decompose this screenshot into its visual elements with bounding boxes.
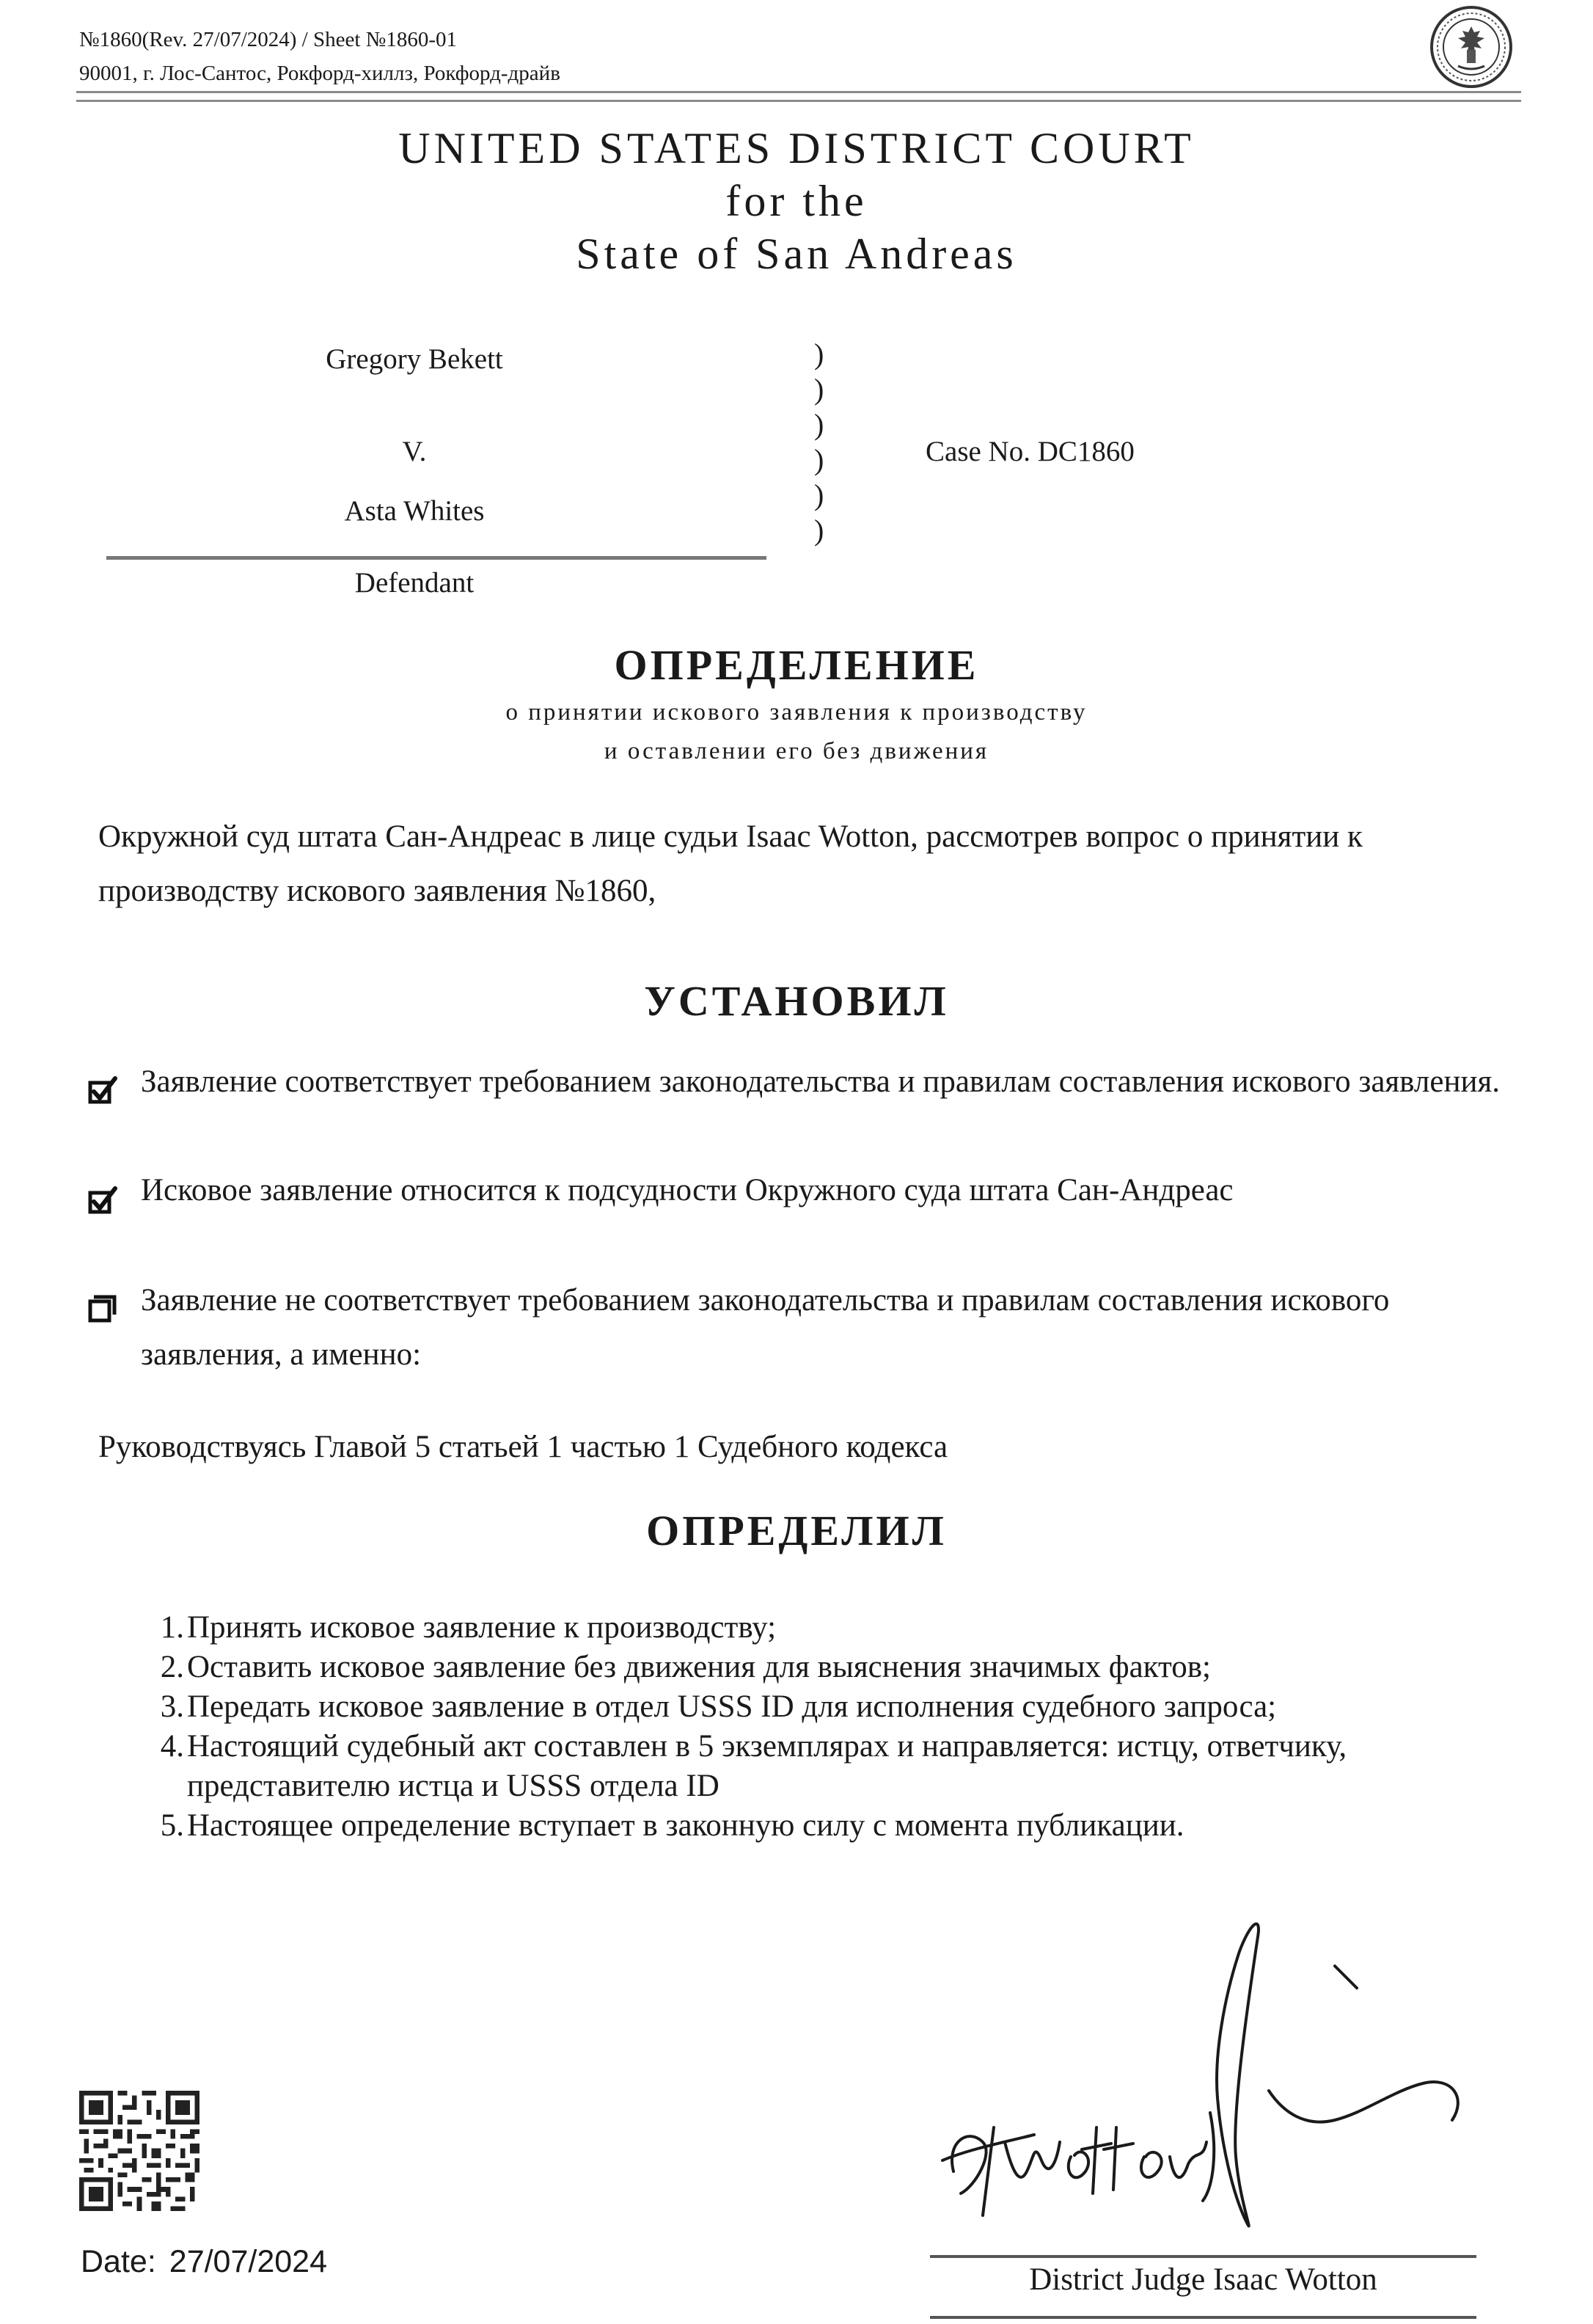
list-item-number: 2. bbox=[160, 1650, 184, 1684]
qr-code-icon bbox=[79, 2091, 199, 2211]
decided-title: ОПРЕДЕЛИЛ bbox=[646, 1507, 947, 1554]
list-item-number: 4. bbox=[160, 1729, 184, 1764]
list-item bbox=[136, 1608, 1515, 1648]
list-item-number: 1. bbox=[160, 1610, 184, 1645]
defendant-name: Asta Whites bbox=[344, 495, 485, 527]
defendant-label: Defendant bbox=[354, 567, 475, 599]
list-item bbox=[136, 1727, 1515, 1806]
established-item-1: Заявление соответствует требованием законодательства и правилам составления искового заявления. bbox=[141, 1064, 1501, 1099]
list-item-text: Настоящее определение вступает в законную силу с момента публикации. bbox=[187, 1808, 1184, 1843]
list-item-text: Принять исковое заявление к производству; bbox=[187, 1610, 777, 1645]
established-item-2: Исковое заявление относится к подсудности Окружного суда штата Сан-Андреас bbox=[141, 1173, 1234, 1207]
header-rule bbox=[76, 100, 1521, 102]
court-seal-icon bbox=[1429, 4, 1514, 89]
form-number: №1860(Rev. 27/07/2024) / Sheet №1860-01 bbox=[79, 28, 457, 51]
established-item-3: Заявление не соответствует требованием законодательства и правилам составления искового заявления, а именно: bbox=[141, 1283, 1390, 1372]
signature-rule bbox=[930, 2255, 1476, 2258]
caption-paren: ) bbox=[814, 337, 824, 370]
judge-signature bbox=[924, 1907, 1511, 2245]
caption-paren: ) bbox=[814, 478, 824, 511]
date-value: 27/07/2024 bbox=[169, 2244, 327, 2279]
caption-paren: ) bbox=[814, 514, 824, 547]
caption-paren: ) bbox=[814, 408, 824, 441]
court-name: UNITED STATES DISTRICT COURT bbox=[398, 124, 1195, 172]
established-title: УСТАНОВИЛ bbox=[644, 977, 949, 1025]
decided-list bbox=[136, 1608, 1515, 1846]
caption-paren: ) bbox=[814, 373, 824, 406]
list-item-text: Передать исковое заявление в отдел USSS ID для исполнения судебного запроса; bbox=[187, 1689, 1277, 1724]
ruling-subtitle-2: и оставлении его без движения bbox=[604, 738, 989, 764]
list-item-number: 3. bbox=[160, 1689, 184, 1724]
signature-text: Wotton bbox=[924, 1907, 926, 1908]
signature-rule bbox=[930, 2316, 1476, 2319]
versus-label: V. bbox=[402, 436, 427, 467]
list-item bbox=[136, 1687, 1515, 1727]
checked-box-icon bbox=[88, 1075, 117, 1105]
caption-rule bbox=[106, 556, 766, 560]
date-label: Date: bbox=[81, 2244, 156, 2279]
checked-box-icon bbox=[88, 1185, 117, 1215]
date-line bbox=[81, 2246, 327, 2278]
list-item-text: Оставить исковое заявление без движения для выяснения значимых фактов; bbox=[187, 1650, 1211, 1684]
intro-paragraph: Окружной суд штата Сан-Андреас в лице судьи Isaac Wotton, рассмотрев вопрос о принятии к производству искового заявления №1860, bbox=[98, 819, 1363, 908]
guided-paragraph: Руководствуясь Главой 5 статьей 1 частью 1 Судебного кодекса bbox=[98, 1430, 948, 1464]
caption-paren: ) bbox=[814, 443, 824, 476]
judge-name: District Judge Isaac Wotton bbox=[1029, 2262, 1377, 2297]
list-item-text: Настоящий судебный акт составлен в 5 экземплярах и направляется: истцу, ответчику, представителю истца и USSS отдела ID bbox=[187, 1729, 1347, 1803]
list-item bbox=[136, 1648, 1515, 1687]
court-address: 90001, г. Лос-Сантос, Рокфорд-хиллз, Рокфорд-драйв bbox=[79, 62, 560, 85]
case-number: Case No. DC1860 bbox=[926, 436, 1135, 467]
court-for: for the bbox=[725, 177, 868, 225]
header-rule bbox=[76, 91, 1521, 93]
court-state: State of San Andreas bbox=[576, 230, 1017, 278]
unchecked-box-icon bbox=[88, 1294, 117, 1323]
plaintiff-name: Gregory Bekett bbox=[326, 343, 503, 375]
list-item-number: 5. bbox=[160, 1808, 184, 1843]
ruling-subtitle-1: о принятии искового заявления к производству bbox=[505, 699, 1088, 726]
list-item bbox=[136, 1806, 1515, 1846]
ruling-title: ОПРЕДЕЛЕНИЕ bbox=[614, 641, 979, 689]
